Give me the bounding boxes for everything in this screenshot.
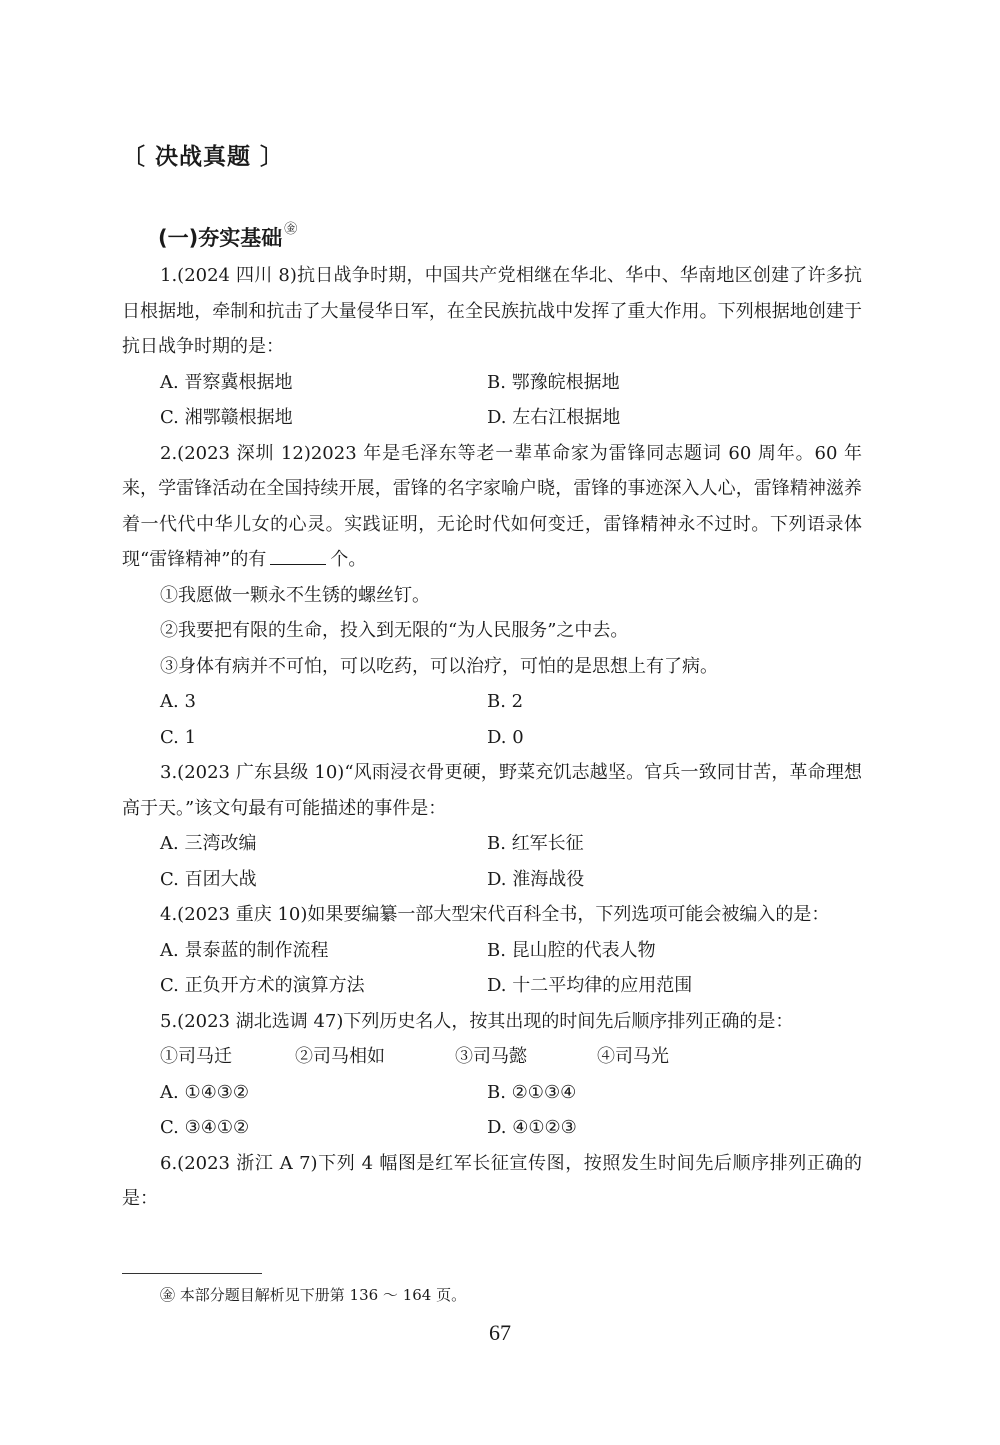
question-5-option-d: D. ④①②③ (487, 1117, 577, 1138)
question-2-item-3: ③身体有病并不可怕，可以吃药，可以治疗，可怕的是思想上有了病。 (160, 655, 718, 677)
question-4-option-b: B. 昆山腔的代表人物 (487, 939, 656, 961)
question-2-option-c: C. 1 (160, 726, 197, 748)
question-4-options-row-1 (122, 933, 862, 969)
question-1-options-row-1 (122, 365, 862, 401)
question-2-stem-text: 2.(2023 深圳 12)2023 年是毛泽东等老一辈革命家为雷锋同志题词 60 周年。60 年来，学雷锋活动在全国持续开展，雷锋的名字家喻户晓，雷锋的事迹深入人心，雷锋精神滋养着一代代中华儿女的心灵。实践证明，无论时代如何变迁，雷锋精神永不过时。下列语录体现“雷锋精神”的有 (122, 442, 862, 570)
question-5-item-2: ②司马相如 (295, 1046, 385, 1067)
question-1-option-b: B. 鄂豫皖根据地 (487, 371, 620, 393)
question-1-option-d: D. 左右江根据地 (487, 407, 621, 428)
question-2-stem-tail: 个。 (330, 549, 367, 570)
question-1-option-c: C. 湘鄂赣根据地 (160, 407, 293, 428)
question-3-stem: 3.(2023 广东县级 10)“风雨浸衣骨更硬，野菜充饥志越坚。官兵一致同甘苦，革命理想高于天。”该文句最有可能描述的事件是： (122, 762, 862, 819)
page-number: 67 (489, 1320, 511, 1345)
question-3-options-row-2 (122, 862, 862, 898)
question-3-option-d: D. 淮海战役 (487, 868, 585, 890)
question-list (122, 258, 862, 1217)
question-5-item-3: ③司马懿 (455, 1046, 527, 1067)
question-2-option-d: D. 0 (487, 726, 524, 748)
section-title: 〔 决战真题 〕 (122, 144, 285, 170)
question-5-items (122, 1039, 862, 1075)
question-4-option-d: D. 十二平均律的应用范围 (487, 975, 693, 996)
sub-title (158, 222, 297, 252)
answer-blank (270, 546, 326, 565)
question-5-option-b: B. ②①③④ (487, 1081, 577, 1103)
sub-title-text: (一)夯实基础 (158, 226, 283, 250)
footnote-divider (122, 1273, 262, 1274)
question-1-stem: 1.(2024 四川 8)抗日战争时期，中国共产党相继在华北、华中、华南地区创建了许多抗日根据地，牵制和抗击了大量侵华日军，在全民族抗战中发挥了重大作用。下列根据地创建于抗日战争时期的是： (122, 265, 862, 357)
question-2-options-row-2 (122, 720, 862, 756)
question-2-option-b: B. 2 (487, 691, 524, 712)
question-4-stem: 4.(2023 重庆 10)如果要编纂一部大型宋代百科全书，下列选项可能会被编入的是： (160, 904, 830, 925)
question-2-item-2: ②我要把有限的生命，投入到无限的“为人民服务”之中去。 (160, 620, 629, 641)
question-3-option-a: A. 三湾改编 (160, 833, 257, 854)
question-4-option-a: A. 景泰蓝的制作流程 (160, 939, 329, 961)
question-2-option-a: A. 3 (160, 691, 196, 712)
footnote: ㊎ 本部分题目解析见下册第 136 ～ 164 页。 (160, 1286, 467, 1304)
question-4-options-row-2 (122, 968, 862, 1004)
question-6-stem: 6.(2023 浙江 A 7)下列 4 幅图是红军长征宣传图，按照发生时间先后顺序排列正确的是： (122, 1152, 862, 1209)
question-4-option-c: C. 正负开方术的演算方法 (160, 975, 365, 996)
question-5-item-4: ④司马光 (597, 1046, 669, 1067)
footnote-mark-icon: ㊎ (284, 222, 298, 237)
question-5-stem: 5.(2023 湖北选调 47)下列历史名人，按其出现的时间先后顺序排列正确的是： (160, 1010, 794, 1032)
question-2-stem (122, 436, 862, 578)
question-5-item-1: ①司马迁 (160, 1046, 232, 1067)
question-2-item-1: ①我愿做一颗永不生锈的螺丝钉。 (160, 584, 430, 606)
question-5-option-a: A. ①④③② (160, 1081, 249, 1103)
question-5-options-row-2 (122, 1110, 862, 1146)
question-3-option-b: B. 红军长征 (487, 833, 584, 854)
question-5-option-c: C. ③④①② (160, 1117, 250, 1138)
question-1-options-row-2 (122, 400, 862, 436)
question-1-option-a: A. 晋察冀根据地 (160, 371, 293, 393)
question-5-options-row-1 (122, 1075, 862, 1111)
question-3-option-c: C. 百团大战 (160, 868, 257, 890)
question-2-options-row-1 (122, 684, 862, 720)
question-3-options-row-1 (122, 826, 862, 862)
